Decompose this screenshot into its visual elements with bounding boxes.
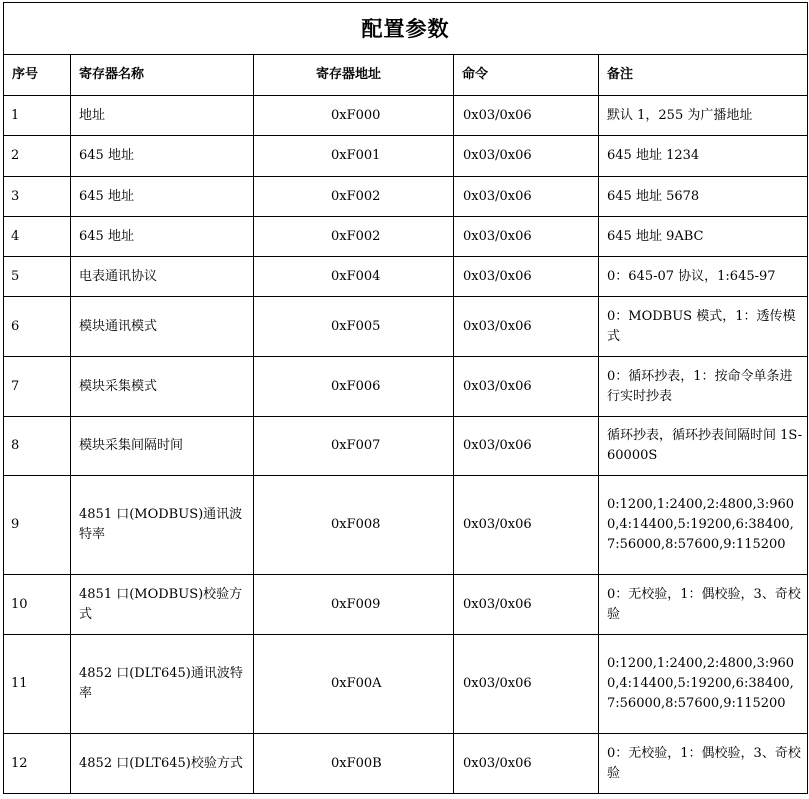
cell-name: 4851 口(MODBUS)校验方式 bbox=[71, 575, 254, 635]
cell-command: 0x03/0x06 bbox=[454, 734, 599, 794]
header-command: 命令 bbox=[454, 55, 599, 96]
cell-command: 0x03/0x06 bbox=[454, 257, 599, 297]
header-note: 备注 bbox=[599, 55, 808, 96]
cell-index: 11 bbox=[4, 635, 71, 734]
header-name: 寄存器名称 bbox=[71, 55, 254, 96]
cell-name: 4852 口(DLT645)校验方式 bbox=[71, 734, 254, 794]
cell-name: 4851 口(MODBUS)通讯波特率 bbox=[71, 476, 254, 575]
table-row bbox=[4, 357, 808, 417]
title-row bbox=[4, 3, 808, 55]
cell-command: 0x03/0x06 bbox=[454, 417, 599, 476]
cell-name: 645 地址 bbox=[71, 177, 254, 217]
table-row bbox=[4, 177, 808, 217]
cell-note: 645 地址 5678 bbox=[599, 177, 808, 217]
cell-command: 0x03/0x06 bbox=[454, 476, 599, 575]
cell-address: 0xF007 bbox=[254, 417, 454, 476]
cell-name: 645 地址 bbox=[71, 136, 254, 177]
cell-note: 0:1200,1:2400,2:4800,3:9600,4:14400,5:19200,6:38400,7:56000,8:57600,9:115200 bbox=[599, 476, 808, 575]
header-row bbox=[4, 55, 808, 96]
cell-command: 0x03/0x06 bbox=[454, 217, 599, 257]
header-index: 序号 bbox=[4, 55, 71, 96]
cell-name: 模块通讯模式 bbox=[71, 297, 254, 357]
cell-address: 0xF00A bbox=[254, 635, 454, 734]
table-title: 配置参数 bbox=[4, 3, 808, 55]
table-row bbox=[4, 575, 808, 635]
cell-name: 电表通讯协议 bbox=[71, 257, 254, 297]
cell-index: 2 bbox=[4, 136, 71, 177]
cell-index: 6 bbox=[4, 297, 71, 357]
cell-address: 0xF001 bbox=[254, 136, 454, 177]
cell-address: 0xF004 bbox=[254, 257, 454, 297]
table-row bbox=[4, 297, 808, 357]
cell-note: 645 地址 1234 bbox=[599, 136, 808, 177]
cell-index: 1 bbox=[4, 96, 71, 136]
config-parameters-table bbox=[3, 2, 808, 794]
cell-note: 0：645-07 协议，1:645-97 bbox=[599, 257, 808, 297]
table-row bbox=[4, 96, 808, 136]
table-row bbox=[4, 136, 808, 177]
table-row bbox=[4, 257, 808, 297]
cell-name: 模块采集间隔时间 bbox=[71, 417, 254, 476]
cell-index: 12 bbox=[4, 734, 71, 794]
cell-index: 10 bbox=[4, 575, 71, 635]
config-parameters-document bbox=[3, 2, 807, 796]
cell-address: 0xF000 bbox=[254, 96, 454, 136]
table-row bbox=[4, 734, 808, 794]
cell-command: 0x03/0x06 bbox=[454, 136, 599, 177]
cell-note: 0：无校验，1：偶校验，3、奇校验 bbox=[599, 734, 808, 794]
header-address: 寄存器地址 bbox=[254, 55, 454, 96]
cell-note: 默认 1，255 为广播地址 bbox=[599, 96, 808, 136]
cell-address: 0xF002 bbox=[254, 177, 454, 217]
cell-name: 4852 口(DLT645)通讯波特率 bbox=[71, 635, 254, 734]
cell-address: 0xF008 bbox=[254, 476, 454, 575]
cell-address: 0xF009 bbox=[254, 575, 454, 635]
cell-address: 0xF00B bbox=[254, 734, 454, 794]
cell-address: 0xF006 bbox=[254, 357, 454, 417]
table-row bbox=[4, 217, 808, 257]
cell-address: 0xF002 bbox=[254, 217, 454, 257]
cell-note: 0:1200,1:2400,2:4800,3:9600,4:14400,5:19200,6:38400,7:56000,8:57600,9:115200 bbox=[599, 635, 808, 734]
cell-index: 5 bbox=[4, 257, 71, 297]
table-row bbox=[4, 635, 808, 734]
cell-command: 0x03/0x06 bbox=[454, 575, 599, 635]
cell-command: 0x03/0x06 bbox=[454, 177, 599, 217]
cell-command: 0x03/0x06 bbox=[454, 96, 599, 136]
table-row bbox=[4, 476, 808, 575]
cell-command: 0x03/0x06 bbox=[454, 357, 599, 417]
cell-index: 7 bbox=[4, 357, 71, 417]
table-row bbox=[4, 417, 808, 476]
cell-note: 0：无校验，1：偶校验，3、奇校验 bbox=[599, 575, 808, 635]
cell-index: 8 bbox=[4, 417, 71, 476]
cell-note: 循环抄表，循环抄表间隔时间 1S-60000S bbox=[599, 417, 808, 476]
cell-name: 645 地址 bbox=[71, 217, 254, 257]
cell-index: 3 bbox=[4, 177, 71, 217]
cell-index: 4 bbox=[4, 217, 71, 257]
cell-address: 0xF005 bbox=[254, 297, 454, 357]
cell-name: 模块采集模式 bbox=[71, 357, 254, 417]
cell-note: 0：循环抄表，1：按命令单条进行实时抄表 bbox=[599, 357, 808, 417]
cell-command: 0x03/0x06 bbox=[454, 297, 599, 357]
cell-note: 0：MODBUS 模式，1：透传模式 bbox=[599, 297, 808, 357]
cell-index: 9 bbox=[4, 476, 71, 575]
cell-note: 645 地址 9ABC bbox=[599, 217, 808, 257]
cell-command: 0x03/0x06 bbox=[454, 635, 599, 734]
cell-name: 地址 bbox=[71, 96, 254, 136]
